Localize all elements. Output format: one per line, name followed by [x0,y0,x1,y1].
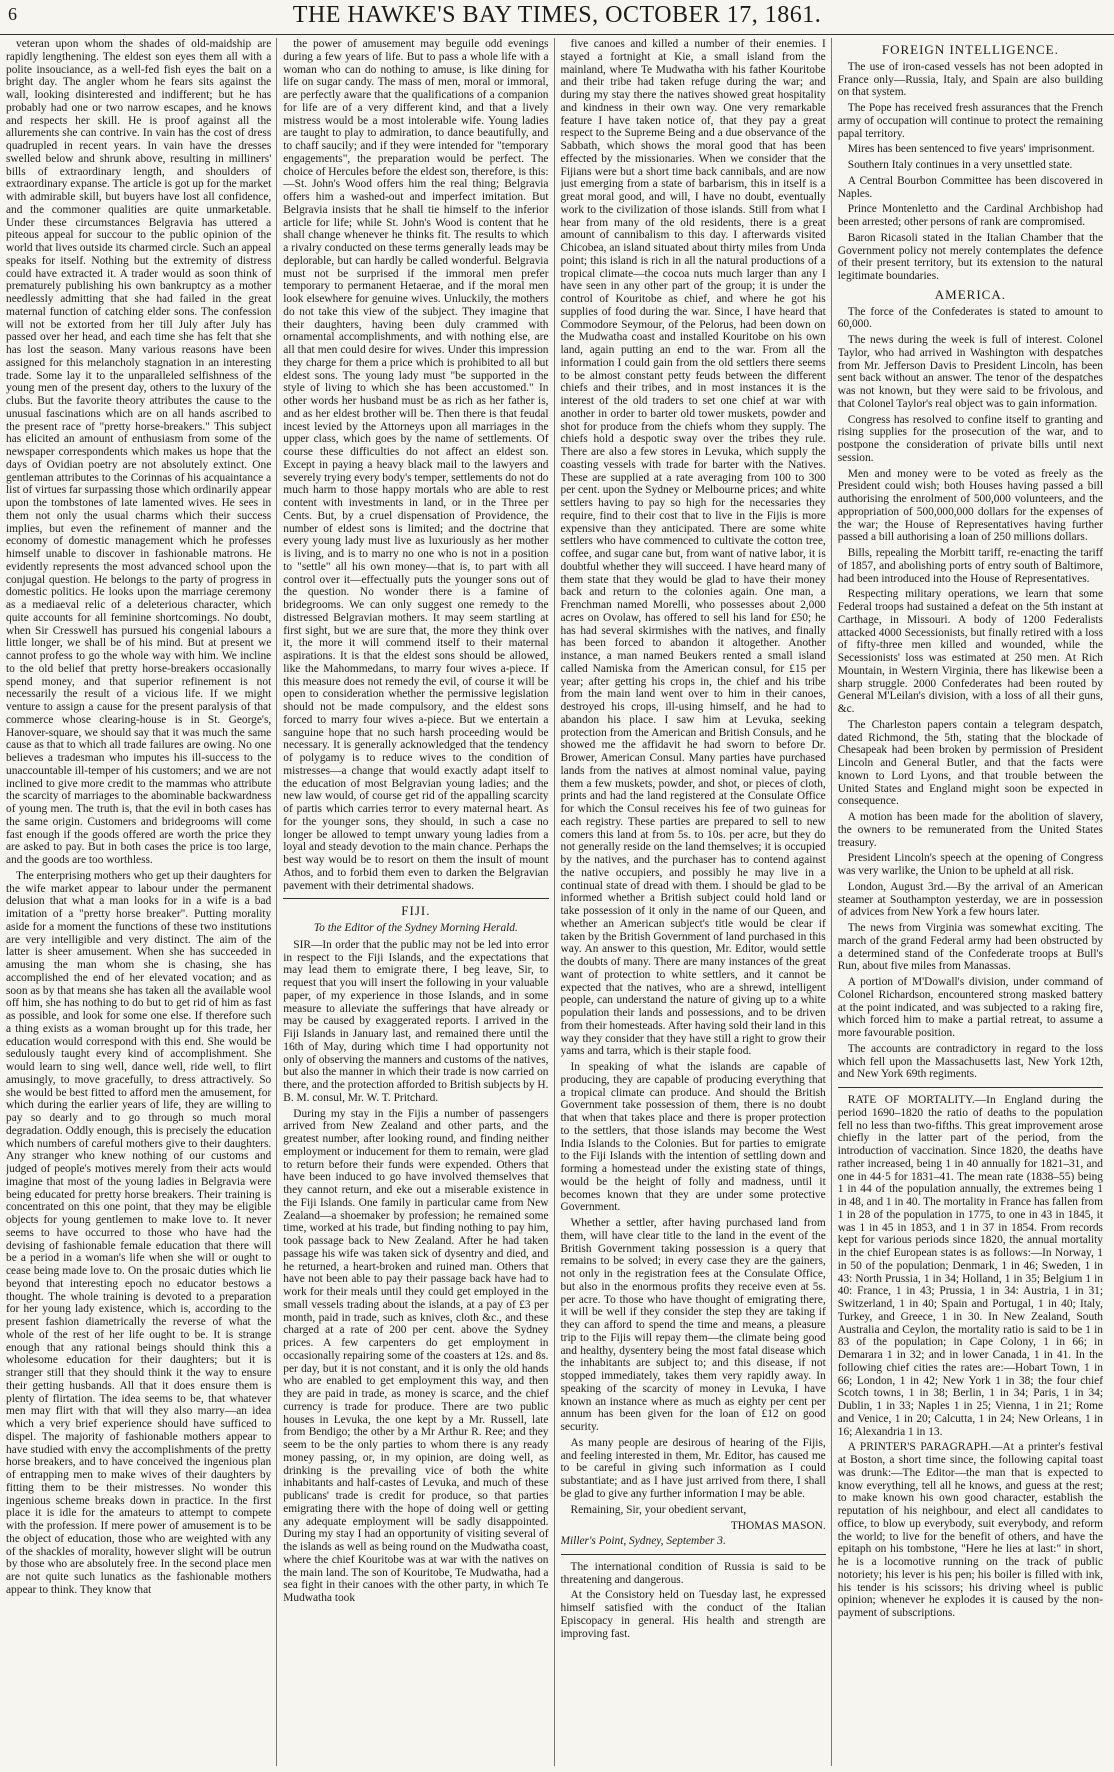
news-paragraph: The news during the week is full of interest. Colonel Taylor, who had arrived in Washington with despatches from Mr. Jefferson Davis to President Lincoln, has been sent back without an answer. The tenor of the despatches was not known, but they were said to be frivolous, and that Colonel Taylor's real object was to gain information. [837,334,1103,410]
news-paragraph: The force of the Confederates is stated to amount to 60,000. [837,305,1103,331]
news-paragraph: Baron Ricasoli stated in the Italian Chamber that the Government policy not merely contemplates the defence of their present territory, but its extension to the natural legitimate boundaries. [837,231,1103,282]
section-heading-foreign: FOREIGN INTELLIGENCE. [881,42,1059,57]
news-paragraph: Prince Montenletto and the Cardinal Archbishop had been arrested; other persons of rank are compromised. [837,203,1103,228]
news-paragraph: Men and money were to be voted as freely as the President could wish; both Houses having passed a bill authorising the enrolment of 500,000 volunteers, and the appropriation of 500,000,000 dollars for the expenses of the war; the House of Representatives having further passed a bill authorising a loan of 250 millions dollars. [837,467,1103,544]
news-paragraph: The international condition of Russia is said to be threatening and dangerous. [560,1560,826,1586]
letter-paragraph: SIR—In order that the public may not be led into error in respect to the Fiji Islands, and the expectations that may lead them to emigrate there, I beg leave, Sir, to request that you will insert the following in your valuable paper, of my experience in those Islands, and in some measure to alleviate the sufferings that have already or may be caused by exaggerated reports. I arrived in the Fiji Islands in January last, and remained there until the 16th of May, during which time I had opportunity not only of observing the manners and customs of the natives, but also the manner in which their trade is now carried on there, and the protection afforded to British subjects by H. B. M. consul, Mr. W. T. Pritchard. [283,938,549,1104]
news-paragraph: Southern Italy continues in a very unsettled state. [847,159,1073,171]
section-heading-america: AMERICA. [934,286,1006,302]
letter-place: Miller's Point, Sydney, September 3. [560,1535,726,1547]
news-paragraph: A motion has been made for the abolition of slavery, the owners to be remunerated from the United States treasury. [837,811,1103,849]
article-paragraph: The enterprising mothers who get up their daughters for the wife market appear to labour under the permanent delusion that what a man looks for in a wife is a bad imitation of a "pretty horse breaker". Putting morality aside for a moment the functions of these two institutions are very intelligible and very distinct. The aim of the latter is sheer amusement. When she has succeeded in amusing the man whom she is chasing, she has accomplished the end of her elevated vocation; and as soon as by that means she has taken all the available wool off him, she has nothing to do but to get rid of him as fast as possible, and look for some one else. If therefore such a thing exists as a woman brought up for this trade, her education would correspond with this end. She would be sedulously taught every kind of accomplishment. She would learn to sing well, dance well, ride well, to flirt amusingly, to move gracefully, to dress attractively. So she would be best fitted to afford men the amusement, for which during the earlier years of life, they are willing to pay so dearly and to go through so much moral degradation. Oddly enough, this is precisely the education which numbers of careful mothers give to their daughters. Any stranger who knew nothing of our customs and judged of people's motives merely from their acts would imagine that most of the young ladies in Belgravia were being educated for pretty horse breakers. Their training is concentrated on this one point, that they may be eligible objects for young gentlemen to make love to. It never seems to have occurred to those who have had the devising of fashionable female education that there will be a period in a woman's life when she will or ought to cease being made love to. On the prosaic duties which lie beyond that interesting epoch no educator bestows a thought. The whole training is devoted to a preparation for her young lady existence, which is, according to the present fashion diametrically the reverse of what the whole of the rest of her life ought to be. It is strange enough that any rational beings should think this a wholesome education for their daughters; but it is stranger still that they should think it the way to ensure their getting husbands. All that it does ensure them is plenty of flirtation. The idea seems to be, that whatever men may flirt with that will they also marry—an idea which a very brief experience should have sufficed to dispel. The majority of fashionable mothers appear to have studied with envy the accomplishments of the pretty horse breakers, and to have conceived the ingenious plan of entrapping men to make wives of their daughters by fitting them to be their mistresses. No wonder this ingenious scheme breaks down in practice. In the first place it is idle for the amateurs to attempt to compete with the profession. If mere power of amusement is to be the object of education, those who are weighted with any of the shackles of morality, however slight will be outrun by those who are absolutely free. In the second place men are not quite such lunatics as the fashionable mothers appear to think. They know that [6,869,272,1596]
divider [561,1554,826,1555]
news-paragraph: London, August 3rd.—By the arrival of an American steamer at Southampton yesterday, we are in possession of advices from New York a few hours later. [837,880,1103,919]
divider [838,1087,1103,1088]
news-paragraph: RATE OF MORTALITY.—In England during the period 1690–1820 the ratio of deaths to the population fell no less than two-fifths. This great improvement arose chiefly in the latter part of the period, from the introduction of vaccination. Since 1820, the deaths have rather increased, being 1 in 40 annually for 1821–31, and one in 44·5 for 1831–41. The mean rate (1838–55) being 1 in 44 of the population annually, the extremes being 1 in 48, and 1 in 40. The mortality in France has fallen from 1 in 28 of the population in 1775, to one in 43 in 1845, it was 1 in 45 in 1853, and 1 in 37 in 1854. From records kept for various periods since 1820, the annual mortality in the chief European states is as follows:—In Norway, 1 in 50 of the population; Denmark, 1 in 46; Sweden, 1 in 43: North Prussia, 1 in 34; Holland, 1 in 35; Belgium 1 in 40: France, 1 in 43; Prussia, 1 in 34: Austria, 1 in 31; Switzerland, 1 in 40; Spain and Portugal, 1 in 40; Italy, Turkey, and Greece, 1 in 30. In New Zealand, South Australia and Ceylon, the mortality ratio is said to be 1 in 83 of the population; in Cape Colony, 1 in 66; in Demarara 1 in 32; and in lower Canada, 1 in 41. In the following chief cities the rates are:—Hobart Town, 1 in 66; London, 1 in 42; New York 1 in 38; the four chief Scotch towns, 1 in 38; Berlin, 1 in 34; Paris, 1 in 34; Dublin, 1 in 33; Naples 1 in 25; Vienna, 1 in 21; Rome and Venice, 1 in 20; Calcutta, 1 in 24; New Orleans, 1 in 16; Alexandria 1 in 13. [837,1094,1103,1438]
letter-signature: THOMAS MASON. [730,1520,826,1533]
page-number: 6 [8,4,17,24]
letter-paragraph: Whether a settler, after having purchased land from them, will have clear title to the land in the event of the British Government taking possession is a query that remains to be solved; in every case they are the gainers, not only in the registration fees at the Consulate Office, but also in the enormous profits they receive even at 5s. per acre. To those who have thought of emigrating there, it will be well if they consider the step they are taking if they can afford to spend the time and means, a pleasure trip to the Fijis will repay them—the climate being good and healthy, dysentery being the most fatal disease which the inhabitants are subject to; and this disease, if not stopped immediately, takes them very rapidly away. In speaking of the scarcity of money in Levuka, I have known an instance where as much as eighty per cent per annum has been given for the loan of £12 on good security. [560,1217,826,1433]
section-subheading: To the Editor of the Sydney Morning Herald. [313,922,518,934]
column-4 [838,38,1108,1766]
news-paragraph: Mires has been sentenced to five years' imprisonment. [847,143,1095,156]
news-paragraph: The news from Virginia was somewhat exciting. The march of the grand Federal army had been obstructed by a determined stand of the Confederate troops at Bull's Run, about five miles from Manassas. [837,922,1103,973]
section-heading-fiji: FIJI. [401,903,431,919]
news-paragraph: Bills, repealing the Morbitt tariff, re-enacting the tariff of 1857, and abolishing ports of entry south of Baltimore, had been introduced into the House of Representatives. [837,547,1103,585]
column-2 [283,38,554,1766]
masthead [0,0,1114,35]
article-paragraph: the power of amusement may beguile odd evenings during a few years of life. But to pass a whole life with a woman who can do nothing to amuse, is like dining for life on sugar candy. The mass of men, moral or immoral, are perfectly aware that the qualifications of a companion for life are of a very different kind, and that a lively mistress would be a most intolerable wife. Young ladies are taught to play to admiration, to dance beautifully, and to chaff saucily; and if they were intended for "temporary engagements", the preparation would be perfect. The choice of Hercules before the eldest son, therefore, is this:—St. John's Wood offers him the real thing; Belgravia offers him a washed-out and imperfect imitation. But Belgravia insists that he shall tie himself to the inferior article for life; while St. John's Wood is content that he shall change whenever he thinks fit. The results to which a rivalry conducted on these terms generally leads may be deplorable, but can hardly be called wonderful. Belgravia must not be surprised if the immoral men prefer temporary to permanent Hetaerae, and if the moral men look elsewhere for genuine wives. Unluckily, the mothers do not take this view of the subject. They imagine that their daughters, having been duly crammed with ornamental accomplishments, and with nothing else, are all that men could desire for wives. Under this impression they charge for them a price which is prohibited to all but eldest sons. The young lady must "be supported in the style of living to which she has been accustomed." In other words her husband must be as rich as her father is, and as her eldest brother will be. Then there is that feudal incest levied by the Attorneys upon all marriages in the upper class, which goes by the name of settlements. Of course these difficulties do not affect an eldest son. Except in paying a heavy black mail to the lawyers and severely trying every body's temper, settlements do not do much harm to those happy mortals who are able to rest content with investments in land, or in the Three per Cents. But, by a cruel dispensation of Providence, the number of eldest sons is limited; and the doctrine that every young lady must live as luxuriously as her mother is living, and is to marry no one who is not in a position to "settle" all his own money—that is, to part with all control over it—effectually puts the younger sons out of the question. No wonder there is a famine of bridegrooms. We can only suggest one remedy to the distressed Belgravian mothers. It may seem startling at first sight, but we are sure that, the more they think over it, the more it will commend itself to their maternal aspirations. It is that the eldest sons should be allowed, like the Mahommedans, to marry four wives a-piece. If this measure does not remedy the evil, of course it will be open to consideration whether the permissive legislation should not be made compulsory, and the eldest sons forced to marry four wives a-piece. But we entertain a sanguine hope that no such harsh proceeding would be necessary. It is generally acknowledged that the tendency of polygamy is to reduce wives to the condition of mistresses—a change that would exactly adapt itself to the education of most Belgravian young ladies; and the new law would, of course get rid of the appalling scarcity of partis which carries terror to every maternal heart. As for the younger sons, they should, in such a case no longer be allowed to tempt unwary young ladies from a loyal and steady devotion to the main chance. Perhaps the best way would be to resort on them the insult of mount Athos, and to forbid them even to darken the Belgravian pavement with their detrimental shadows. [283,38,549,892]
news-paragraph: A Central Bourbon Committee has been discovered in Naples. [837,174,1103,200]
letter-paragraph: In speaking of what the islands are capable of producing, they are capable of producing everything that a tropical climate can produce. And should the British Government take possession of them, there is no doubt that when that takes place and there is proper protection to the settlers, that those islands may become the West India Islands to the Colonies. But for parties to emigrate to the Fiji Islands with the intention of settling down and forming a homestead under the existing state of things, would be the height of folly and madness, until it becomes known that they are under some protective Government. [560,1061,826,1214]
column-3 [561,38,832,1766]
news-paragraph: President Lincoln's speech at the opening of Congress was very warlike, the Union to be upheld at all risk. [837,852,1103,877]
letter-paragraph: five canoes and killed a number of their enemies. I stayed a fortnight at Kie, a small island from the mainland, where Te Mudwatha with his father Kouritobe and their tribe had taken refuge during the war; and during my stay there the natives showed great hospitality and kindness in their own way. One very remarkable feature I have taken notice of, that they pay a great respect to the Supreme Being and a due observance of the Sabbath, which shows the moral good that has been effected by the missionaries. When we consider that the Fijians were but a short time back cannibals, and are now just emerging from a state of barbarism, this in itself is a great moral good, and will, I have no doubt, eventually work to the civilization of those islands. Still from what I hear from many of the old residents, there is a great amount of cannibalism to this day. I afterwards visited Chicobea, an island situated about thirty miles from Unda point; this island is rich in all the natural productions of a tropical climate—the cocoa nuts much larger than any I have seen in any other part of the group; it is under the control of Kouritobe as chief, and where he got his supplies of food during the war. Since, I have heard that Commodore Seymour, of the Pelorus, had been down on the Mudwatha coast and installed Kouritobe on his own land, again putting an end to the war. From all the information I could gain from the old settlers there seems to be almost constant petty feuds between the different chiefs and their tribes, and in most instances it is the interest of the old traders to set one chief at war with another in order to barter old tower muskets, powder and shot for produce from the chiefs whom they supply. The chiefs hold a despotic sway over the tribes they rule. There are also a few stores in Levuka, which supply the coasting vessels with trade for barter with the Natives. These are supplied at a rate averaging from 100 to 300 per cent. upon the Sydney or Melbourne prices; and white settlers having to pay so high for the necessaries they require, find to their cost that to live in the Fijis is more expensive than they anticipated. There are some white settlers who have commenced to cultivate the cotton tree, coffee, and sugar cane but, from want of native labor, it is doubtful whether they will succeed. I have heard many of them state that they would be glad to have their money back and return to the colonies again. One man, a Frenchman named Morelli, who possesses about 2,000 acres on Ovolaw, has offered to sell his land for £50; he has had several skirmishes with the natives, and finally has been forced to abandon it altogether. Another instance, a man named Beukers rented a small island called Namiska from the American consul, for £15 per year; after getting his crops in, the chief and his tribe from the main land went over to him in their canoes, destroyed his crops, ill-using himself, and he had to abandon his place. I saw him at Levuka, seeking protection from the American and British Consuls, and he showed me the affidavit he had sworn to before Dr. Brower, American Consul. Many parties have purchased lands from the natives at almost nominal value, paying them a few muskets, powder, and shot, or pieces of cloth, prints and had the land registered at the Consulate Office for which the Consul receives his fee of two guineas for each registry. These parties are prepared to sell to new comers this land at from 5s. to 10s. per acre, but they do not generally reside on the land themselves; it is occupied by the natives, and the purchaser has to contend against the native occupiers, and possibly he may live in a continual state of dread with them. I should be glad to be informed whether a British subject could hold land or take possession of it only in the name of our Queen, and whether an American subject's title would be clear if taken by the British Government of land purchased in this way. An answer to this question, Mr. Editor, would settle the doubts of many. There are many instances of the great want of protection to white settlers, and it cannot be expected that the natives, who are a shrewd, intelligent people, can understand the nature of giving up to a white population their lands and possessions, and to be driven from their homesteads. After having sold their land in this way they consider that they have still a right to grow their yams and tarra, which is their staple food. [560,38,826,1058]
column-1 [6,38,277,1766]
letter-paragraph: As many people are desirous of hearing of the Fijis, and feeling interested in them, Mr. Editor, has caused me to be careful in giving such information as I could substantiate; and as I have just arrived from there, I shall be glad to give any further information I may be able. [560,1436,826,1500]
letter-closing: Remaining, Sir, your obedient servant, [570,1503,747,1516]
news-paragraph: A portion of M'Dowall's division, under command of Colonel Richardson, encountered strong masked battery at the point indicated, and was subjected to a raking fire, which forced him to make a partial retreat, to assume a more favourable position. [837,976,1103,1039]
article-paragraph: veteran upon whom the shades of old-maidship are rapidly lengthening. The eldest son eyes them all with a polite insouciance, as a well-fed fish eyes the bait on a bright day. The angler whom he fears sits against the wall, looking disinterested and indifferent; but he has probably had one or two narrow escapes, and he knows and respects her skill. He is proof against all the allurements she can contrive. In vain has the cost of dress quadrupled in recent years. In vain have the dresses swelled below and shrunk above, resulting in milliners' bills of extraordinary length, and shoulders of extraordinary expanse. The article is got up for the market with admirable skill, but buyers have lost all confidence, and the commoner qualities are quite unmarketable. Under these circumstances Belgravia has uttered a piteous appeal for succour to the public opinion of the world that lives outside its charmed circle. Such an appeal speaks for itself. Nothing but the extremity of distress could have extracted it. A trader would as soon think of prematurely publishing his own bankruptcy as a mother needlessly admitting that she had failed in the great maternal function of catching elder sons. The confession will not be extorted from her till July after July has passed over her head, and each time she has felt that she has lost the season. Many various reasons have been assigned for this melancholy stagnation in an interesting trade. Some lay it to the unparalleled selfishness of the young men of the present day, others to the luxury of the clubs. But the favorite theory attributes the cause to the unusual fascinations which are on all hands ascribed to the present race of "pretty horse-breakers." This subject has elicited an amount of enthusiasm from some of the newspaper correspondents which makes us hope that the days of Ovidian poetry are not absolutely extinct. One gentleman attributes to the Corinnas of his acquaintance a list of virtues far surpassing those which ordinarily appear upon the tombstones of late lamented wives. He sees in them not only the usual charms which their success implies, but even the refinement of manner and the economy of domestic management which he professes himself unable to discover in fashionable matrons. He evidently represents the most advanced school upon the conjugal question. He belongs to the party of progress in domestic politics. He looks upon the marriage ceremony as a mediaeval relic of a deleterious character, which quite accounts for all feminine shortcomings. No doubt, when Sir Cresswell has pursued his congenial labours a little longer, we shall be of his mind. But at present we cannot profess to go the whole way with him. We incline to the old belief that pretty horse-breakers occasionally spend money, and that superior refinement is not necessarily the result of a vicious life. If we might venture to assign a cause for the present paralysis of that commerce whose clearing-house is in St. George's, Hanover-square, we should say that it was much the same cause as that to which all trade failures are owing. No one believes a tradesman who imputes his ill-success to the unaccountable ill-temper of his customers; and we are not inclined to give more credit to the mammas who attribute the scarcity of marriages to the abominable backwardness of young men. The truth is, that the evil in both cases has the same origin. Customers and bridegrooms will come fast enough if the goods offered are worth the price they are asked to pay. But in both cases the price is too large, and the goods are too worthless. [6,38,272,866]
news-paragraph: The Charleston papers contain a telegram despatch, dated Richmond, the 5th, stating that the blockade of Chesapeak had been broken by permission of President Lincoln and General Butler, and that the facts were known to Lord Lyons, and that trouble between the United States and England might soon be expected in consequence. [837,718,1103,808]
letter-paragraph: During my stay in the Fijis a number of passengers arrived from New Zealand and other parts, and the greatest number, after looking round, and finding neither employment or inducement for them to remain, were glad to return before their funds were expended. Others that have been induced to go have involved themselves that they cannot return, and eke out a miserable existence in the Fiji Islands. One family in particular came from New Zealand—a shoemaker by profession; he remained some time, worked at his trade, but finding nothing to pay him, took passage back to New Zealand. After he had taken passage his wife was taken sick of dysentry and died, and he returned, a heart-broken and ruined man. Others that have not been able to pay their passage back have had to work for their meals until they could get employed in the small vessels trading about the islands, at a pay of £3 per month, paid in trade, such as knives, cloth &c., and these charged at a rate of 200 per cent. above the Sydney prices. A few carpenters do get employment in occasionally repairing some of the coasters at 12s. and 8s. per day, but it is not constant, and it is only the old hands who are enabled to get employment this way, and then they are paid in trade, as money is scarce, and the chief currency is trade for produce. There are two public houses in Levuka, the one kept by a Mr. Russell, late from Bendigo; the other by a Mr Arthur R. Ree; and they seem to be the only parties to whom there is any ready money passing, or, in my opinion, are doing well, as drinking is the prevailing vice of both the white inhabitants and half-castes of Levuka, and much of these publicans' trade is credit for produce, so that parties emigrating there with the hope of doing well or getting any adequate employment will be sadly disappointed. During my stay I had an opportunity of visiting several of the islands as well as being round on the Mudwatha coast, where the chief Kouritobe was at war with the natives on the main land. The son of Kouritobe, Te Mudwatha, had a sea fight in their canoes with the other party, in which Te Mudwatha took [283,1107,549,1604]
news-paragraph: The accounts are contradictory in regard to the loss which fell upon the Massachusetts last, New York 12th, and New York 69th regiments. [837,1042,1103,1081]
news-paragraph: The use of iron-cased vessels has not been adopted in France only—Russia, Italy, and Spain are also building on that system. [837,60,1103,99]
news-paragraph: A PRINTER'S PARAGRAPH.—At a printer's festival at Boston, a short time since, the following capital toast was drunk:—The Editor—the man that is expected to know everything, tell all he knows, and guess at the rest; to make known his own good character, establish the reputation of his neighbour, and elect all candidates to office, to blow up everybody, suit everybody, and reform the world; to live for the benefit of others, and have the epitaph on his tombstone, "Here he lies at last:" in short, he is a locomotive running on the track of public notoriety; his lever is his pen; his boiler is filled with ink, his tender is his scissors; his driving wheel is public opinion; whenever he explodes it is caused by the non-payment of subscriptions. [837,1441,1103,1619]
newspaper-title: THE HAWKE'S BAY TIMES, OCTOBER 17, 1861. [292,2,822,28]
news-paragraph: At the Consistory held on Tuesday last, he expressed himself satisfied with the conduct of the Italian Episcopacy in general. His health and strength are improving fast. [560,1589,826,1640]
divider [283,898,548,899]
news-paragraph: The Pope has received fresh assurances that the French army of occupation will continue to protect the remaining papal territory. [837,102,1103,140]
news-paragraph: Congress has resolved to confine itself to granting and rising supplies for the prosecution of the war, and to postpone the consideration of private bills until next session. [837,413,1103,464]
news-paragraph: Respecting military operations, we learn that some Federal troops had sustained a defeat on the 5th instant at Carthage, in Missouri. A body of 1200 Federalists attacked 4000 Secessionists, but finally retired with a loss of fifty-three men killed and wounded, while the Secessionists' loss was estimated at 250 men. At Rich Mountain, in Western Virginia, there has likewise been a sharp struggle. 2000 Confederates had been routed by General M'Leilan's division, with a loss of all their guns, &c. [837,588,1103,715]
columns [6,38,1108,1766]
